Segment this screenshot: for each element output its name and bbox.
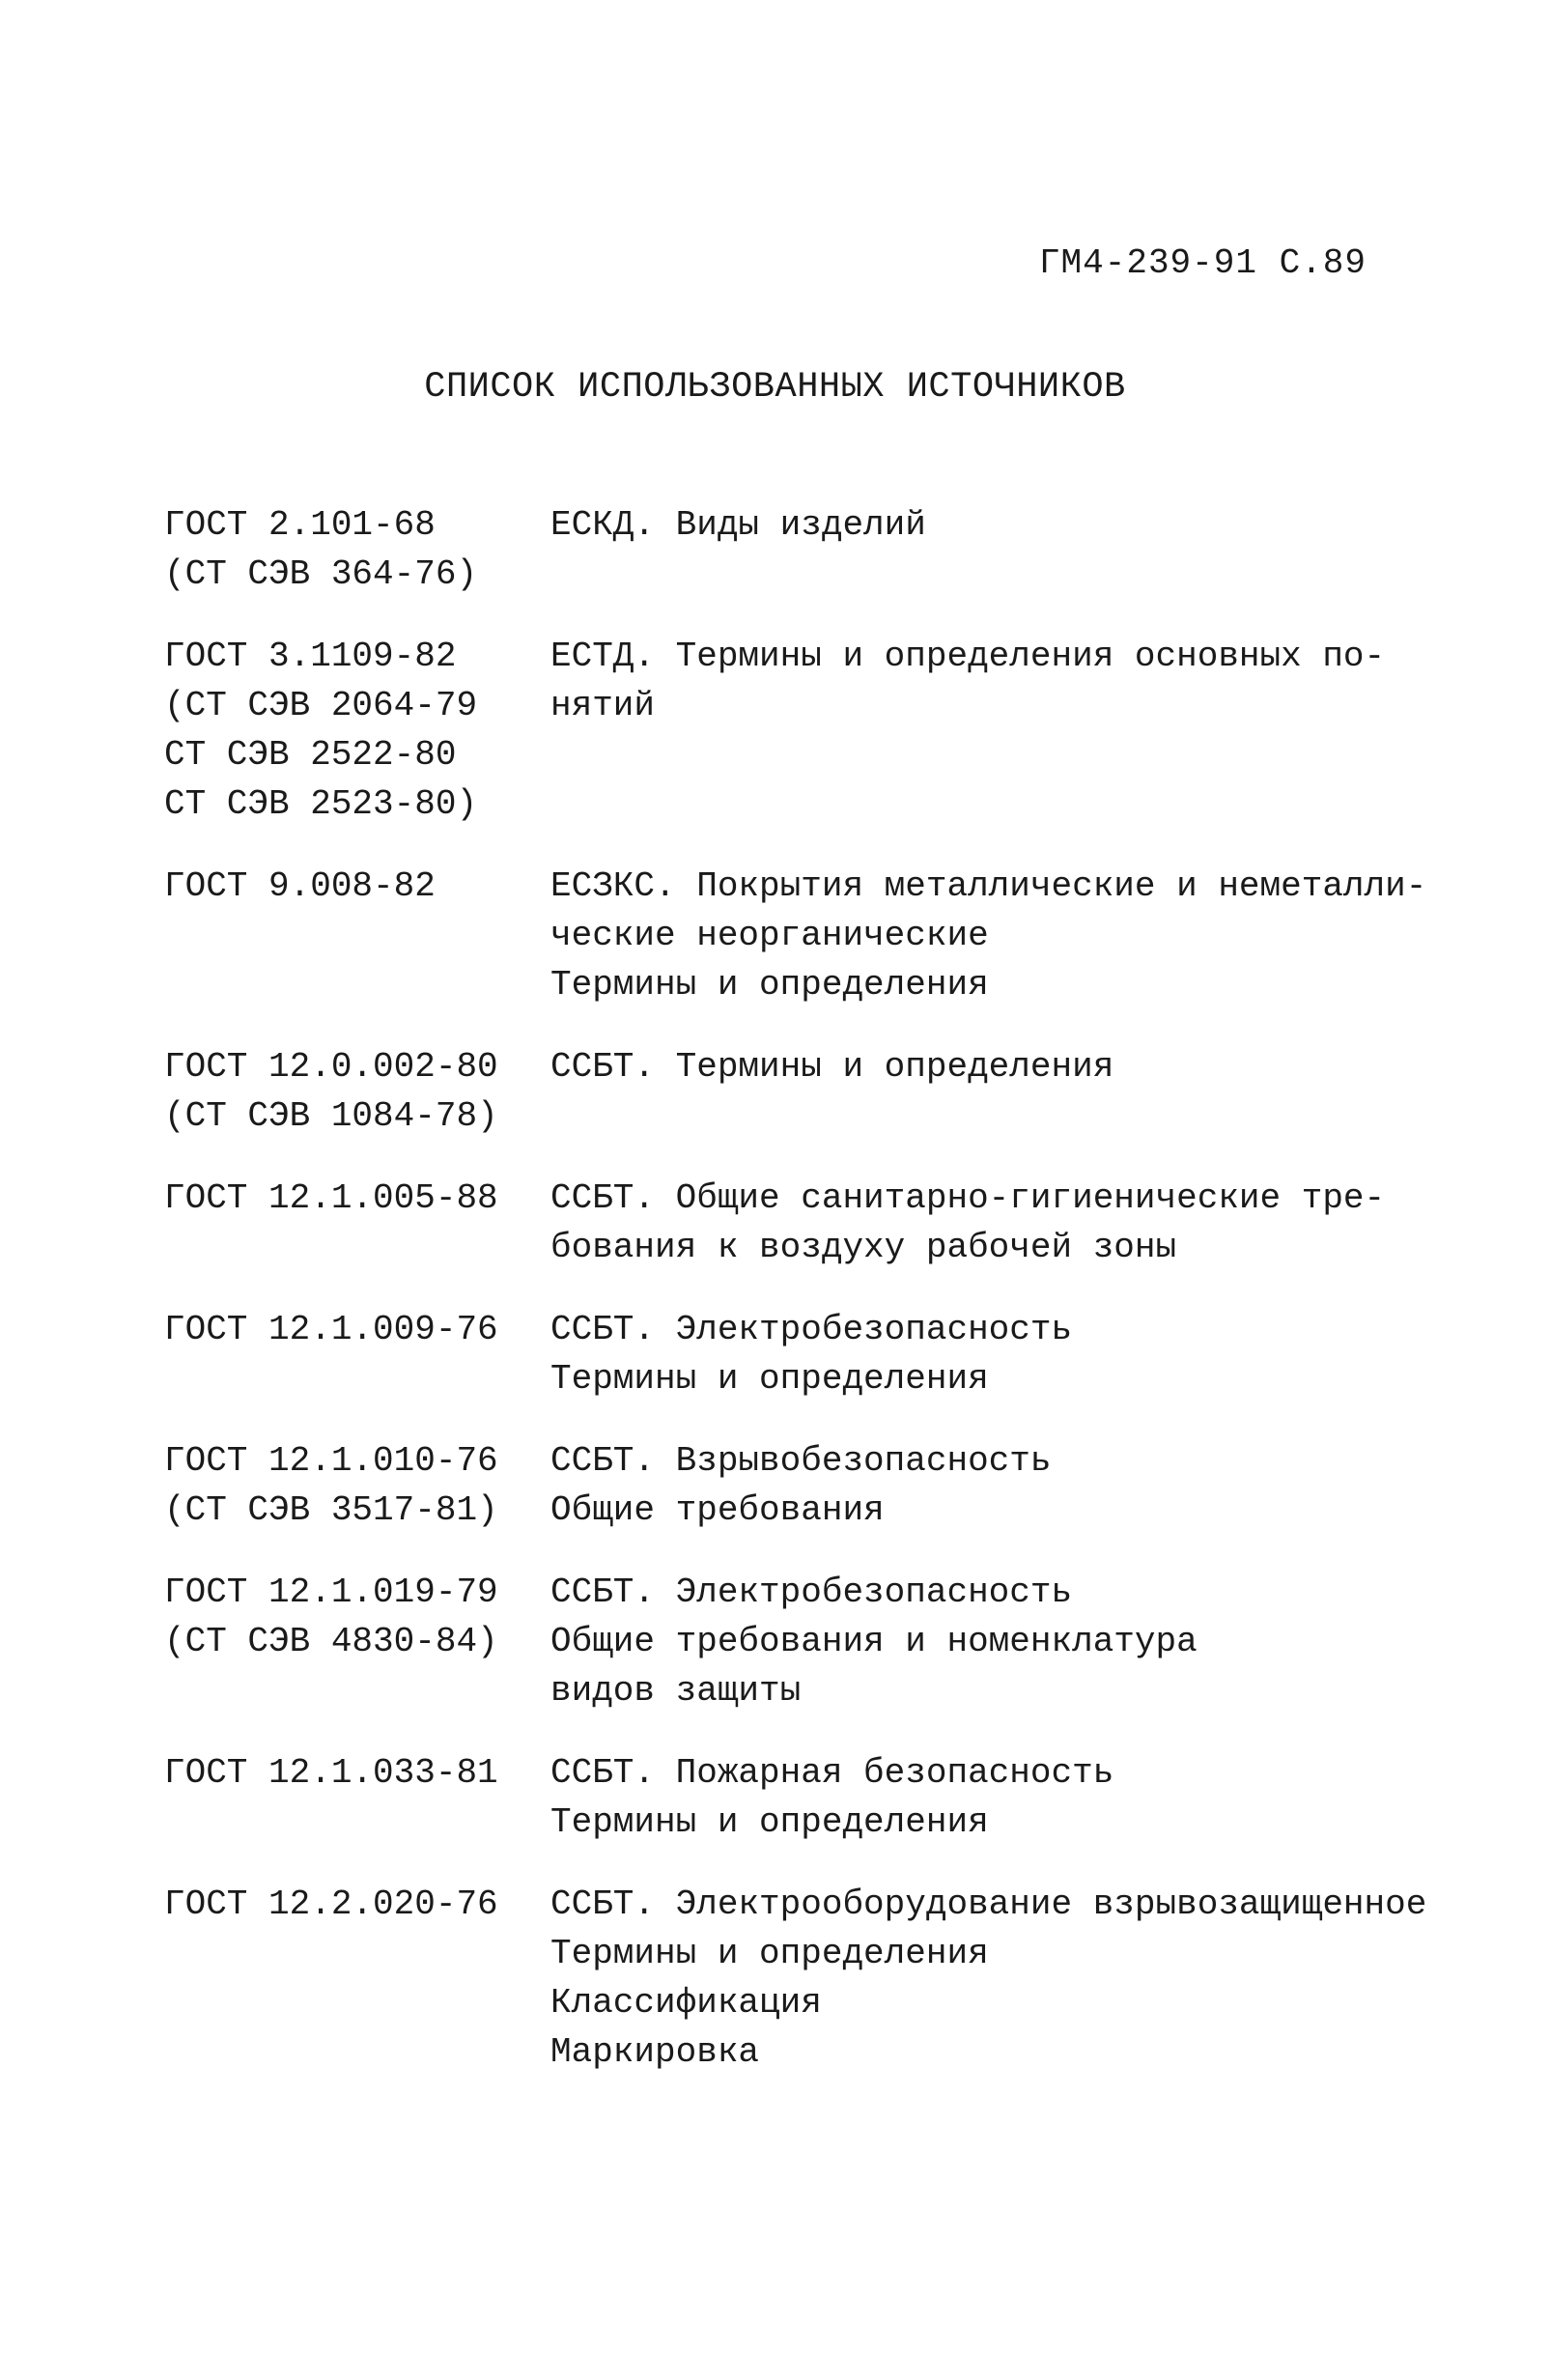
code-line: ГОСТ 12.1.009-76	[164, 1310, 498, 1349]
reference-description	[550, 1748, 1420, 1847]
code-line: ГОСТ 12.1.033-81	[164, 1753, 498, 1793]
code-line: ГОСТ 12.2.020-76	[164, 1884, 498, 1924]
code-line: (СТ СЭВ 364-76)	[164, 554, 478, 594]
reference-item	[164, 1748, 1420, 1847]
references-list	[164, 500, 1427, 2110]
code-line: СТ СЭВ 2523-80)	[164, 784, 478, 824]
page-header-doc-ref: ГМ4-239-91 С.89	[1038, 243, 1367, 283]
reference-item	[164, 1305, 1420, 1403]
reference-code	[164, 632, 550, 829]
desc-line: видов защиты	[550, 1671, 802, 1711]
desc-line: бования к воздуху рабочей зоны	[550, 1228, 1177, 1267]
desc-line: ЕСЗКС. Покрытия металлические и неметалли-	[550, 866, 1427, 906]
desc-line: Общие требования	[550, 1490, 885, 1530]
code-line: ГОСТ 2.101-68	[164, 505, 436, 545]
desc-line: ССБТ. Электробезопасность	[550, 1572, 1073, 1612]
reference-item	[164, 1042, 1420, 1141]
reference-code	[164, 500, 550, 599]
desc-line: Термины и определения	[550, 965, 989, 1005]
desc-line: ЕСТД. Термины и определения основных по-	[550, 637, 1386, 676]
reference-code	[164, 1880, 550, 2077]
desc-line: ССБТ. Пожарная безопасность	[550, 1753, 1114, 1793]
code-line: (СТ СЭВ 1084-78)	[164, 1096, 498, 1136]
reference-item	[164, 1174, 1420, 1272]
desc-line: Термины и определения	[550, 1802, 989, 1842]
reference-description	[550, 500, 1420, 599]
reference-description	[550, 862, 1426, 1009]
reference-description	[550, 1174, 1420, 1272]
reference-code	[164, 1568, 550, 1715]
reference-code	[164, 862, 550, 1009]
reference-description	[550, 1042, 1420, 1141]
desc-line: ческие неорганические	[550, 916, 989, 955]
desc-line: Общие требования и номенклатура	[550, 1622, 1198, 1661]
desc-line: ЕСКД. Виды изделий	[550, 505, 926, 545]
desc-line: ССБТ. Общие санитарно-гигиенические тре-	[550, 1178, 1386, 1218]
reference-code	[164, 1042, 550, 1141]
reference-description	[550, 632, 1420, 829]
reference-code	[164, 1174, 550, 1272]
reference-item	[164, 1568, 1420, 1715]
code-line: (СТ СЭВ 2064-79	[164, 686, 478, 725]
desc-line: ССБТ. Взрывобезопасность	[550, 1441, 1052, 1481]
code-line: ГОСТ 12.0.002-80	[164, 1047, 498, 1087]
desc-line: Термины и определения	[550, 1359, 989, 1399]
desc-line: ССБТ. Термины и определения	[550, 1047, 1114, 1087]
reference-code	[164, 1305, 550, 1403]
desc-line: ССБТ. Электрооборудование взрывозащищенное	[550, 1884, 1427, 1924]
reference-item	[164, 862, 1427, 1009]
reference-description	[550, 1436, 1420, 1535]
reference-item	[164, 500, 1420, 599]
desc-line: нятий	[550, 686, 656, 725]
desc-line: Термины и определения	[550, 1934, 989, 1973]
code-line: (СТ СЭВ 4830-84)	[164, 1622, 498, 1661]
code-line: ГОСТ 3.1109-82	[164, 637, 457, 676]
reference-item	[164, 1436, 1420, 1535]
reference-code	[164, 1436, 550, 1535]
reference-item	[164, 1880, 1427, 2077]
desc-line: ССБТ. Электробезопасность	[550, 1310, 1073, 1349]
reference-item	[164, 632, 1420, 829]
reference-code	[164, 1748, 550, 1847]
code-line: ГОСТ 12.1.005-88	[164, 1178, 498, 1218]
code-line: СТ СЭВ 2522-80	[164, 735, 457, 775]
reference-description	[550, 1305, 1420, 1403]
reference-description	[550, 1568, 1420, 1715]
code-line: ГОСТ 9.008-82	[164, 866, 436, 906]
document-title: СПИСОК ИСПОЛЬЗОВАННЫХ ИСТОЧНИКОВ	[424, 367, 1126, 408]
desc-line: Маркировка	[550, 2032, 760, 2072]
code-line: (СТ СЭВ 3517-81)	[164, 1490, 498, 1530]
desc-line: Классификация	[550, 1983, 822, 2023]
code-line: ГОСТ 12.1.010-76	[164, 1441, 498, 1481]
reference-description	[550, 1880, 1426, 2077]
code-line: ГОСТ 12.1.019-79	[164, 1572, 498, 1612]
